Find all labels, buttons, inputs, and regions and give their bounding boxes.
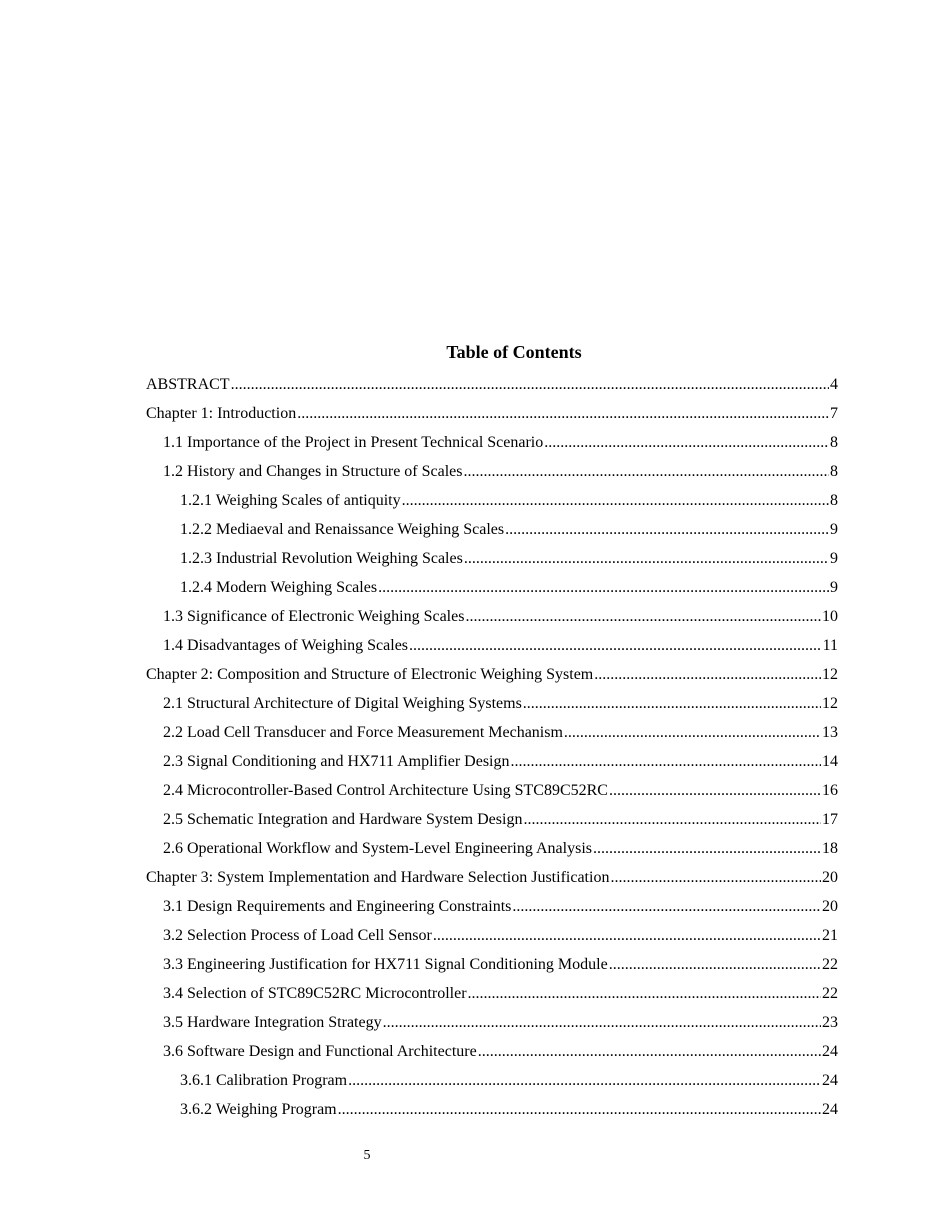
toc-entry-page: 10 <box>822 608 838 625</box>
toc-entry-title: 1.2.3 Industrial Revolution Weighing Scales <box>180 550 463 567</box>
toc-dot-leader <box>464 457 830 486</box>
toc-title: Table of Contents <box>446 342 582 362</box>
toc-entry-title: 2.6 Operational Workflow and System-Level Engineering Analysis <box>163 840 592 857</box>
toc-dot-leader <box>297 399 829 428</box>
toc-entry[interactable] <box>146 1037 838 1066</box>
toc-entry[interactable] <box>146 1008 838 1037</box>
toc-entry-page: 22 <box>822 985 838 1002</box>
toc-dot-leader <box>523 805 821 834</box>
toc-dot-leader <box>383 1008 821 1037</box>
toc-entry-title: 2.3 Signal Conditioning and HX711 Amplifier Design <box>163 753 510 770</box>
toc-dot-leader <box>378 573 829 602</box>
toc-dot-leader <box>505 515 829 544</box>
toc-entry-title: 1.2.4 Modern Weighing Scales <box>180 579 378 596</box>
toc-dot-leader <box>468 979 821 1008</box>
toc-entry-page: 24 <box>822 1101 838 1118</box>
toc-dot-leader <box>523 689 821 718</box>
toc-entry-title: 2.4 Microcontroller-Based Control Architecture Using STC89C52RC <box>163 782 608 799</box>
toc-entry-title: 1.2.1 Weighing Scales of antiquity <box>180 492 401 509</box>
toc-entry-title: 2.1 Structural Architecture of Digital Weighing Systems <box>163 695 522 712</box>
toc-entry[interactable] <box>146 486 838 515</box>
page-number: 5 <box>363 1148 371 1163</box>
toc-entry-page: 17 <box>822 811 838 828</box>
toc-entry[interactable] <box>146 863 838 892</box>
toc-entry[interactable] <box>146 689 838 718</box>
toc-dot-leader <box>409 631 822 660</box>
toc-entry-title: Chapter 3: System Implementation and Hardware Selection Justification <box>146 869 610 886</box>
toc-dot-leader <box>564 718 821 747</box>
toc-entry-page: 11 <box>822 637 838 654</box>
toc-entry[interactable] <box>146 544 838 573</box>
toc-dot-leader <box>593 834 821 863</box>
toc-entry[interactable] <box>146 457 838 486</box>
toc-dot-leader <box>338 1095 821 1124</box>
toc-entry[interactable] <box>146 660 838 689</box>
toc-entry-page: 24 <box>822 1043 838 1060</box>
toc-entry-title: 3.1 Design Requirements and Engineering Constraints <box>163 898 512 915</box>
toc-dot-leader <box>609 950 821 979</box>
toc-entry[interactable] <box>146 805 838 834</box>
toc-entry[interactable] <box>146 515 838 544</box>
toc-entry-page: 14 <box>822 753 838 770</box>
toc-entry-title: 1.3 Significance of Electronic Weighing Scales <box>163 608 465 625</box>
toc-entry[interactable] <box>146 399 838 428</box>
toc-entry-page: 24 <box>822 1072 838 1089</box>
toc-entry-page: 9 <box>830 521 838 538</box>
toc-entry-title: 3.4 Selection of STC89C52RC Microcontroller <box>163 985 467 1002</box>
toc-entry-title: 2.2 Load Cell Transducer and Force Measurement Mechanism <box>163 724 563 741</box>
toc-entry-title: 3.6.1 Calibration Program <box>180 1072 348 1089</box>
toc-entry-page: 9 <box>830 550 838 567</box>
toc-entry[interactable] <box>146 718 838 747</box>
toc-dot-leader <box>594 660 821 689</box>
toc-entry[interactable] <box>146 979 838 1008</box>
toc-dot-leader <box>609 776 821 805</box>
toc-entry-title: ABSTRACT <box>146 376 230 393</box>
toc-dot-leader <box>231 370 829 399</box>
toc-entry-title: 1.2 History and Changes in Structure of Scales <box>163 463 463 480</box>
toc-list <box>146 370 838 1124</box>
toc-entry[interactable] <box>146 747 838 776</box>
toc-entry-page: 8 <box>830 492 838 509</box>
toc-entry[interactable] <box>146 834 838 863</box>
toc-entry[interactable] <box>146 1066 838 1095</box>
toc-entry-title: 1.4 Disadvantages of Weighing Scales <box>163 637 409 654</box>
toc-dot-leader <box>478 1037 821 1066</box>
toc-dot-leader <box>610 863 821 892</box>
toc-dot-leader <box>512 892 821 921</box>
toc-entry[interactable] <box>146 1095 838 1124</box>
toc-entry-page: 8 <box>830 434 838 451</box>
toc-dot-leader <box>402 486 829 515</box>
toc-entry[interactable] <box>146 921 838 950</box>
toc-entry-page: 4 <box>830 376 838 393</box>
toc-entry-page: 12 <box>822 695 838 712</box>
toc-entry-page: 9 <box>830 579 838 596</box>
toc-entry-page: 23 <box>822 1014 838 1031</box>
toc-entry[interactable] <box>146 602 838 631</box>
toc-entry-title: 3.6 Software Design and Functional Architecture <box>163 1043 477 1060</box>
toc-entry-page: 12 <box>822 666 838 683</box>
toc-entry-title: 3.5 Hardware Integration Strategy <box>163 1014 382 1031</box>
toc-entry-page: 20 <box>822 869 838 886</box>
toc-entry-title: 3.6.2 Weighing Program <box>180 1101 337 1118</box>
toc-entry-title: 3.3 Engineering Justification for HX711 Signal Conditioning Module <box>163 956 608 973</box>
toc-dot-leader <box>511 747 822 776</box>
toc-entry-title: 2.5 Schematic Integration and Hardware System Design <box>163 811 523 828</box>
toc-entry[interactable] <box>146 370 838 399</box>
toc-entry-title: Chapter 2: Composition and Structure of Electronic Weighing System <box>146 666 594 683</box>
toc-entry[interactable] <box>146 573 838 602</box>
toc-entry-title: Chapter 1: Introduction <box>146 405 297 422</box>
toc-entry-page: 18 <box>822 840 838 857</box>
toc-entry[interactable] <box>146 892 838 921</box>
toc-entry[interactable] <box>146 428 838 457</box>
toc-entry-page: 22 <box>822 956 838 973</box>
toc-dot-leader <box>348 1066 821 1095</box>
toc-entry-title: 1.2.2 Mediaeval and Renaissance Weighing Scales <box>180 521 505 538</box>
toc-entry-page: 21 <box>822 927 838 944</box>
toc-entry[interactable] <box>146 776 838 805</box>
toc-entry-page: 7 <box>830 405 838 422</box>
toc-dot-leader <box>464 544 829 573</box>
toc-dot-leader <box>433 921 821 950</box>
toc-entry[interactable] <box>146 950 838 979</box>
toc-entry-page: 13 <box>822 724 838 741</box>
toc-entry-title: 1.1 Importance of the Project in Present Technical Scenario <box>163 434 544 451</box>
toc-entry[interactable] <box>146 631 838 660</box>
toc-dot-leader <box>544 428 829 457</box>
toc-entry-page: 8 <box>830 463 838 480</box>
toc-entry-page: 16 <box>822 782 838 799</box>
toc-dot-leader <box>465 602 821 631</box>
toc-entry-page: 20 <box>822 898 838 915</box>
toc-entry-title: 3.2 Selection Process of Load Cell Sensor <box>163 927 432 944</box>
